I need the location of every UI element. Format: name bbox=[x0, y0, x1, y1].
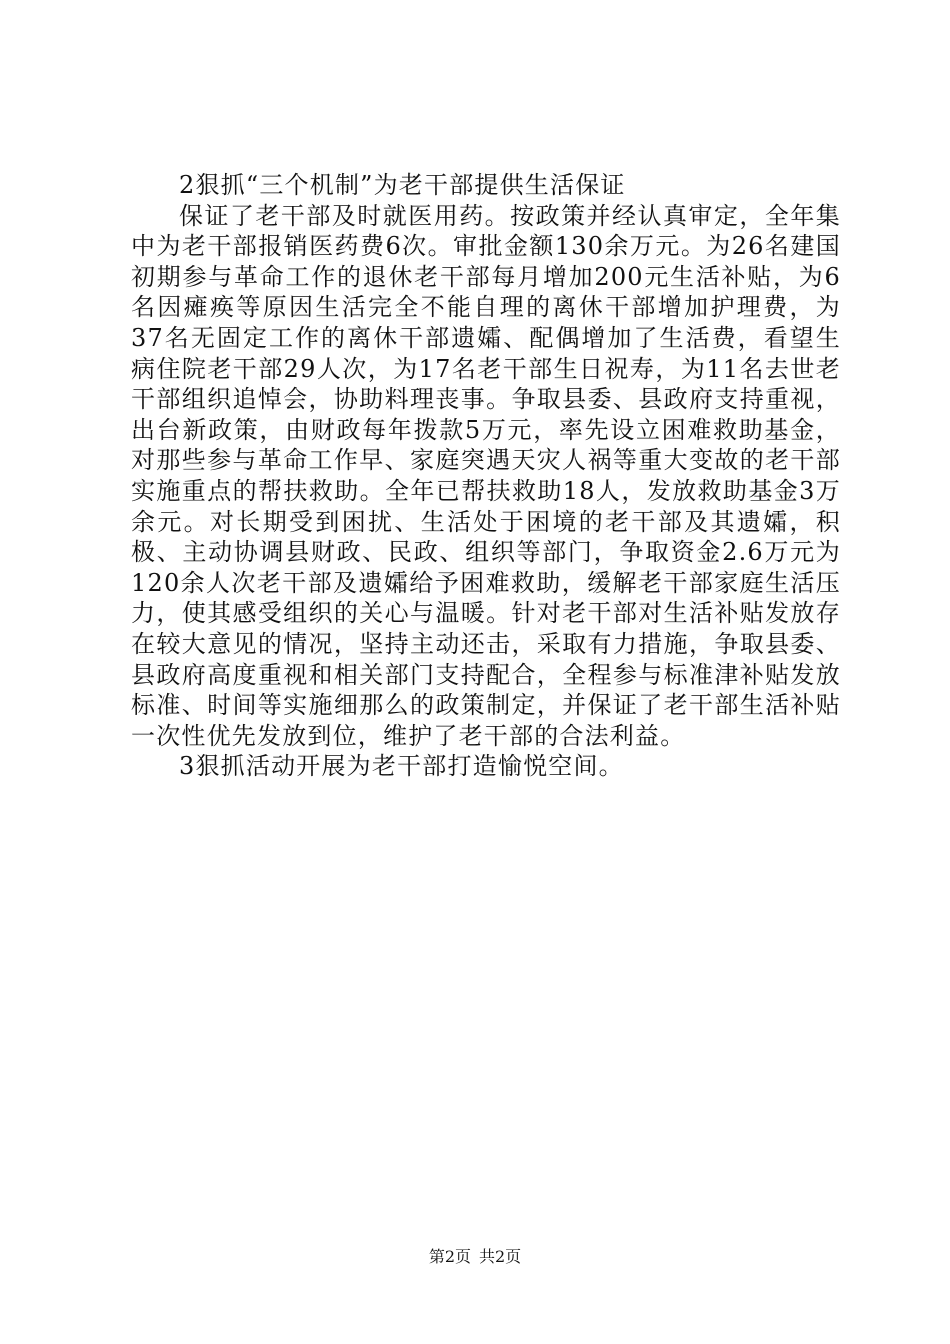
page-footer bbox=[0, 1244, 950, 1267]
document-body bbox=[131, 170, 841, 782]
section-heading-3: 3狠抓活动开展为老干部打造愉悦空间。 bbox=[179, 752, 624, 781]
page-total: 共2页 bbox=[479, 1247, 522, 1266]
page-number: 第2页 bbox=[428, 1247, 471, 1266]
section-heading-2: 2狠抓“三个机制”为老干部提供生活保证 bbox=[179, 171, 626, 199]
body-paragraph: 保证了老干部及时就医用药。按政策并经认真审定，全年集中为老干部报销医药费6次。审批金额130余万元。为26名建国初期参与革命工作的退休老干部每月增加200元生活补贴，为6名因瘫痪等原因生活完全不能自理的离休干部增加护理费，为37名无固定工作的离休干部遗孀、配偶增加了生活费，看望生病住院老干部29人次，为17名老干部生日祝寿，为11名去世老干部组织追悼会，协助料理丧事。争取县委、县政府支持重视，出台新政策，由财政每年拨款5万元，率先设立困难救助基金，对那些参与革命工作早、家庭突遇天灾人祸等重大变故的老干部实施重点的帮扶救助。全年已帮扶救助18人，发放救助基金3万余元。对长期受到困扰、生活处于困境的老干部及其遗孀，积极、主动协调县财政、民政、组织等部门，争取资金2.6万元为120余人次老干部及遗孀给予困难救助，缓解老干部家庭生活压力，使其感受组织的关心与温暖。针对老干部对生活补贴发放存在较大意见的情况，坚持主动还击，采取有力措施，争取县委、县政府高度重视和相关部门支持配合，全程参与标准津补贴发放标准、时间等实施细那么的政策制定，并保证了老干部生活补贴一次性优先发放到位，维护了老干部的合法利益。 bbox=[131, 201, 841, 750]
